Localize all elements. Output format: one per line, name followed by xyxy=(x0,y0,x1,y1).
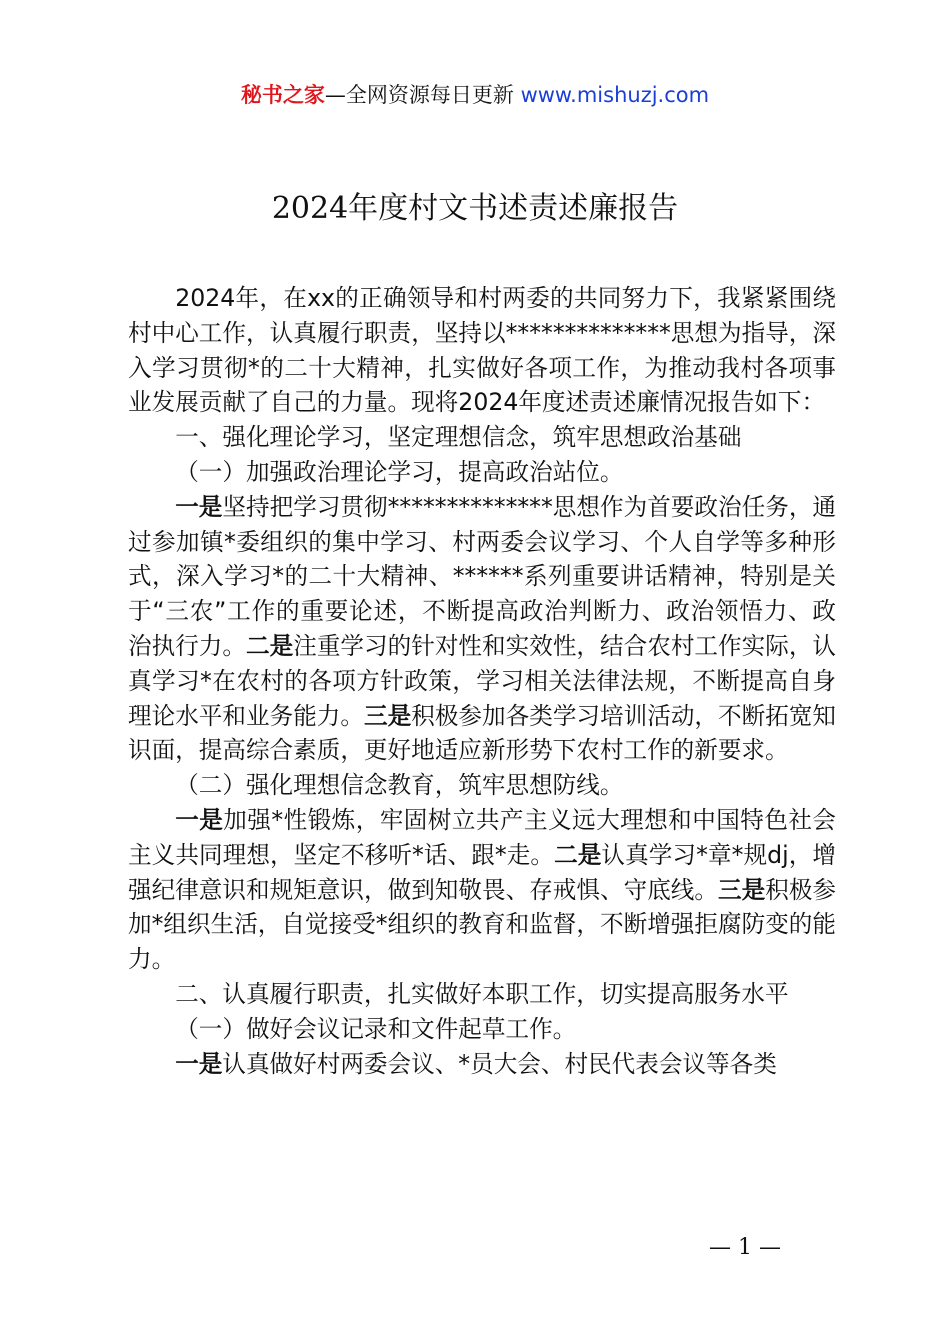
point-text: 坚持把学习贯彻**************思想作为首要政治任务，通过参加镇*委组织的集中学习、村两委会议学习、个人自学等多种形式，深入学习*的二十大精神、******系列重要讲话精神，特别是关于“三农”工作的重要论述，不断提高政治判断力、政治领悟力、政治执行力。 xyxy=(128,492,837,660)
section-1-1-heading: （一）加强政治理论学习，提高政治站位。 xyxy=(175,457,624,486)
point-lead: 二是 xyxy=(246,631,294,660)
section-2-heading: 二、认真履行职责，扎实做好本职工作，切实提高服务水平 xyxy=(175,979,789,1008)
section-1-2-paragraph xyxy=(128,803,836,977)
document-title: 2024年度村文书述责述廉报告 xyxy=(271,191,679,226)
point-text: 认真学习*章*规dj，增强纪律意识和规矩意识，做到知敬畏、存戒惧、守底线。 xyxy=(128,840,837,904)
document-body xyxy=(128,281,836,1081)
section-1-heading: 一、强化理论学习，坚定理想信念，筑牢思想政治基础 xyxy=(175,423,742,452)
point-text: 注重学习的针对性和实效性，结合农村工作实际，认真学习*在农村的各项方针政策，学习相关法律法规，不断提高自身理论水平和业务能力。 xyxy=(128,631,837,730)
point-text: 积极参加各类学习培训活动，不断拓宽知识面，提高综合素质，更好地适应新形势下农村工作的新要求。 xyxy=(128,701,837,765)
section-1-2-heading: （二）强化理想信念教育，筑牢思想防线。 xyxy=(175,771,624,800)
header-banner xyxy=(0,80,950,110)
point-lead: 二是 xyxy=(554,840,602,869)
section-2-1-heading: （一）做好会议记录和文件起草工作。 xyxy=(175,1014,577,1043)
section-1-1-paragraph xyxy=(128,490,836,768)
point-lead: 三是 xyxy=(364,701,412,730)
point-lead: 一是 xyxy=(175,805,224,834)
point-lead: 一是 xyxy=(175,1049,223,1078)
point-lead: 一是 xyxy=(175,492,223,521)
header-tagline: —全网资源每日更新 xyxy=(324,83,521,107)
site-url-link[interactable]: www.mishuzj.com xyxy=(520,83,710,107)
point-text: 积极参加*组织生活，自觉接受*组织的教育和监督，不断增强拒腐防变的能力。 xyxy=(128,875,837,974)
brand-name: 秘书之家 xyxy=(240,83,325,107)
point-text: 加强*性锻炼，牢固树立共产主义远大理想和中国特色社会主义共同理想，坚定不移听*话、跟*走。 xyxy=(128,805,837,869)
point-lead: 三是 xyxy=(718,875,766,904)
page-number: — 1 — xyxy=(709,1235,781,1260)
point-text: 认真做好村两委会议、*员大会、村民代表会议等各类 xyxy=(222,1049,777,1078)
intro-paragraph: 2024年，在xx的正确领导和村两委的共同努力下，我紧紧围绕村中心工作，认真履行职责，坚持以**************思想为指导，深入学习贯彻*的二十大精神，扎实做好各项工作，为推动我村各项事业发展贡献了自己的力量。现将2024年度述责述廉情况报告如下： xyxy=(128,284,836,417)
section-2-1-paragraph xyxy=(128,1047,836,1082)
